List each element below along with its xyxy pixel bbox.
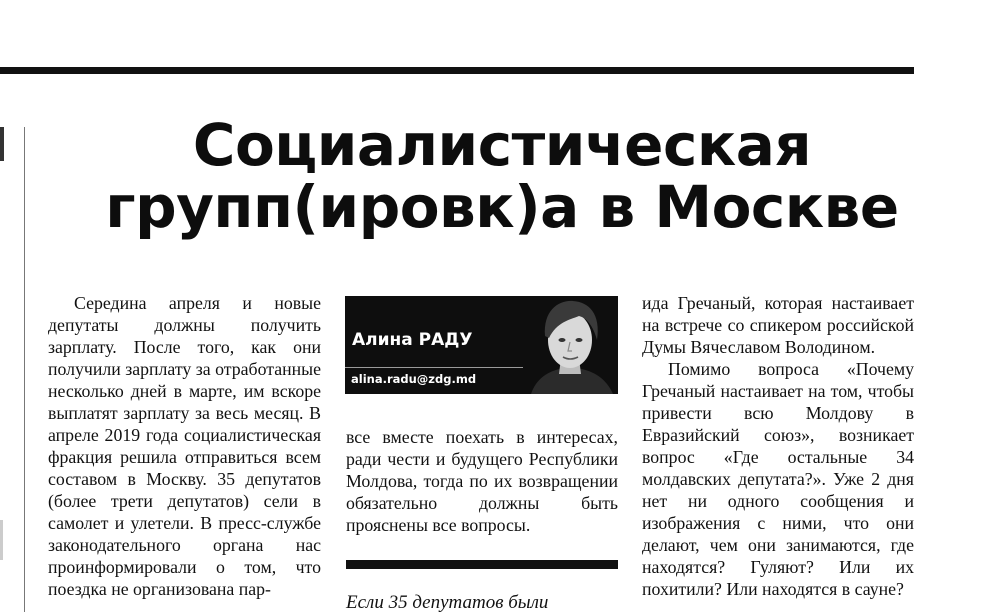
author-byline — [345, 296, 618, 394]
top-rule — [0, 67, 914, 74]
article-headline — [40, 111, 964, 241]
article-column-1 — [48, 292, 321, 600]
article-column-2 — [346, 426, 618, 536]
paragraph: все вместе поехать в интересах, ради чести и будущего Республики Молдова, тогда по их возвращении обязательно должны быть прояснены все вопросы. — [346, 427, 618, 535]
paragraph: ида Гречаный, которая настаивает на встрече со спикером российской Думы Вячеславом Володином. — [642, 293, 914, 357]
author-email: alina.radu@zdg.md — [351, 372, 477, 386]
adjacent-column-mark — [0, 520, 3, 560]
column-divider — [24, 127, 25, 612]
author-name: Алина РАДУ — [352, 330, 473, 350]
article-column-3 — [642, 292, 914, 600]
pullquote-rule — [346, 560, 618, 569]
paragraph: Помимо вопроса «Почему Гречаный настаивает на том, чтобы привести всю Молдову в Евразийский союз», возникает вопрос «Где остальные 34 молдавских депутата?». Уже 2 дня нет ни одного сообщения и изображения с ними, что они делают, чем они занимаются, где находятся? Гуляют? Или их похитили? Или находятся в сауне? — [642, 359, 914, 599]
headline-line-2: групп(ировк)а в Москве — [105, 173, 899, 241]
author-portrait — [523, 296, 618, 394]
headline-line-1: Социалистическая — [192, 111, 812, 179]
paragraph: Середина апреля и новые депутаты должны получить зарплату. После того, как они получили зарплату за отработанные несколько дней в марте, им вскоре выплатят зарплату за весь месяц. В апреле 2019 года социалистическая фракция решила отправиться всем составом в Москву. 35 депутатов (более трети депутатов) сели в самолет и улетели. В пресс-службе законодательного органа нас проинформировали о том, что поездка не организована пар- — [48, 293, 321, 599]
adjacent-column-edge — [0, 127, 4, 161]
pullquote: Если 35 депутатов были — [346, 592, 549, 613]
byline-divider — [345, 367, 535, 368]
